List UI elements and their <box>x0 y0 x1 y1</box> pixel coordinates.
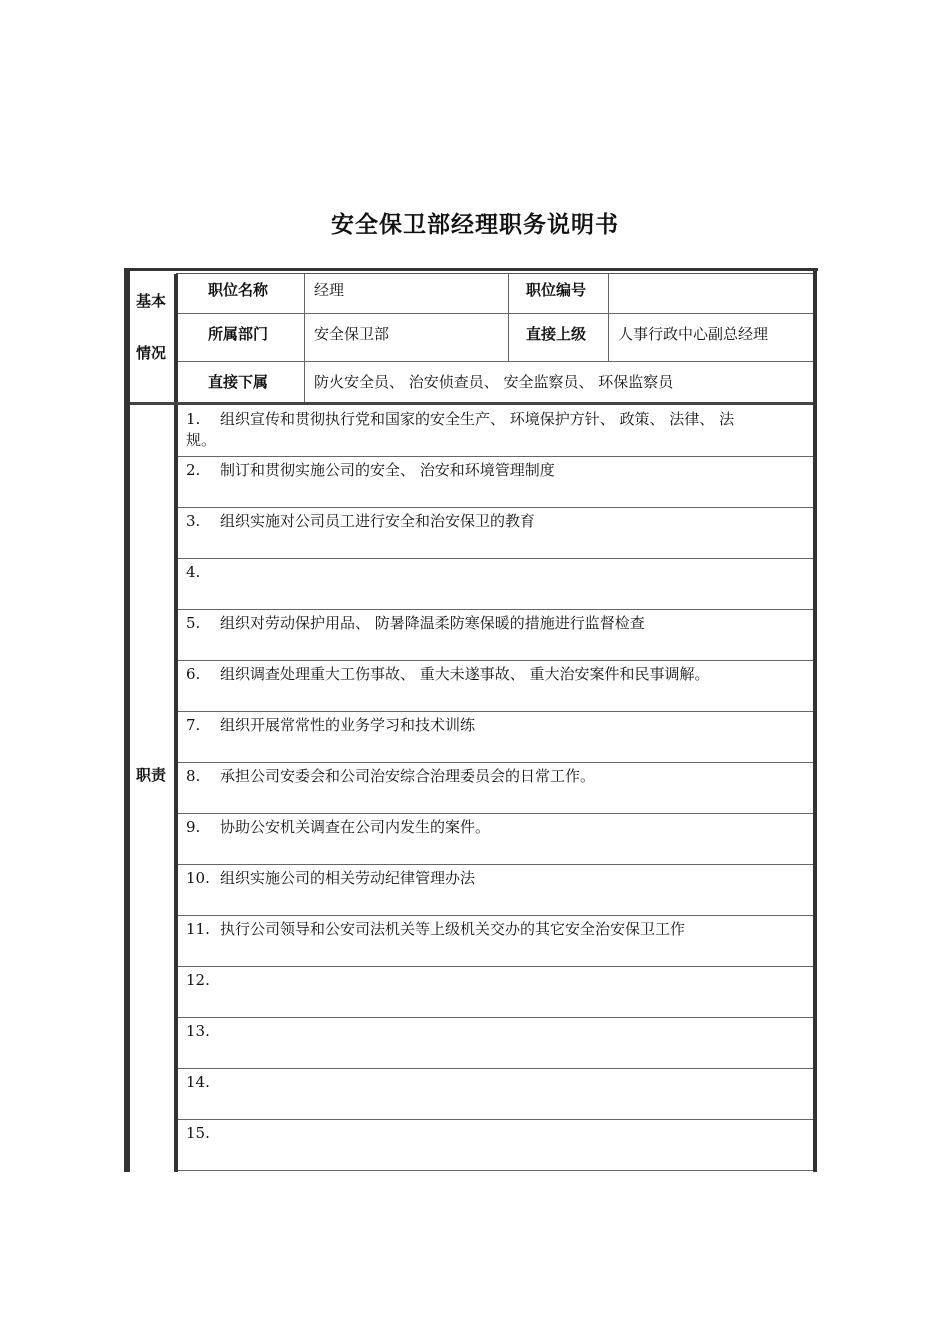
duty-text: 组织对劳动保护用品、 防暑降温柔防寒保暖的措施进行监督检查 <box>220 614 645 632</box>
duty-text: 协助公安机关调查在公司内发生的案件。 <box>220 818 491 836</box>
duty-row-divider <box>178 864 813 865</box>
basic-row-divider-2 <box>178 361 813 362</box>
duty-item <box>186 664 808 685</box>
duty-number: 14. <box>186 1073 210 1091</box>
basic-section-divider <box>174 274 178 402</box>
duty-item <box>186 511 808 532</box>
position-name-label: 职位名称 <box>208 281 269 299</box>
duty-text: 组织开展常常性的业务学习和技术训练 <box>220 716 476 734</box>
duties-section-label: 职责 <box>136 766 167 784</box>
basic-section-label-2: 情况 <box>136 344 167 362</box>
duty-row-divider <box>178 507 813 508</box>
duty-number: 9. <box>186 818 201 836</box>
duty-number: 2. <box>186 461 201 479</box>
duty-item <box>186 715 808 736</box>
duty-text-continued: 规。 <box>186 431 217 449</box>
duty-row-divider <box>178 711 813 712</box>
duty-text: 制订和贯彻实施公司的安全、 治安和环境管理制度 <box>220 461 555 479</box>
department-label: 所属部门 <box>208 325 269 343</box>
duty-number: 15. <box>186 1124 210 1142</box>
duty-item <box>186 766 808 787</box>
duty-text: 承担公司安委会和公司治安综合治理委员会的日常工作。 <box>220 767 596 785</box>
basic-section-label-1: 基本 <box>136 292 167 310</box>
superior-label: 直接上级 <box>526 325 587 343</box>
duty-number: 8. <box>186 767 201 785</box>
document-title: 安全保卫部经理职务说明书 <box>331 212 619 238</box>
duty-row-divider <box>178 1119 813 1120</box>
duty-row-divider <box>178 762 813 763</box>
duty-row-divider <box>178 966 813 967</box>
duty-number: 11. <box>186 920 210 938</box>
table-right-border <box>813 268 817 1172</box>
duties-section-divider <box>174 405 178 1172</box>
duty-number: 10. <box>186 869 210 887</box>
duty-item <box>186 1021 808 1042</box>
duty-item <box>186 868 808 889</box>
duty-item <box>186 1123 808 1144</box>
position-name-value: 经理 <box>314 281 345 299</box>
duty-row-divider <box>178 609 813 610</box>
duty-item <box>186 970 808 991</box>
superior-value: 人事行政中心副总经理 <box>618 325 769 343</box>
duty-number: 13. <box>186 1022 210 1040</box>
table-inner-top-rule <box>176 273 813 274</box>
section-separator <box>130 402 813 405</box>
basic-row-divider-1 <box>178 313 813 314</box>
duty-text: 组织实施对公司员工进行安全和治安保卫的教育 <box>220 512 536 530</box>
basic-col-divider-1 <box>304 274 305 402</box>
duty-number: 7. <box>186 716 201 734</box>
subordinates-label: 直接下属 <box>208 373 269 391</box>
duty-text: 组织宣传和贯彻执行党和国家的安全生产、 环境保护方针、 政策、 法律、 法 <box>220 410 735 428</box>
duty-item <box>186 562 808 583</box>
duty-row-divider <box>178 915 813 916</box>
duty-item <box>186 460 808 481</box>
duty-number: 1. <box>186 410 201 428</box>
duty-row-divider <box>178 1068 813 1069</box>
duty-item <box>186 613 808 634</box>
basic-col-divider-2 <box>508 274 509 361</box>
department-value: 安全保卫部 <box>314 325 390 343</box>
duty-item <box>186 817 808 838</box>
table-bottom-rule <box>178 1170 813 1171</box>
subordinates-value: 防火安全员、 治安侦查员、 安全监察员、 环保监察员 <box>314 373 674 391</box>
duty-row-divider <box>178 813 813 814</box>
duty-text: 组织实施公司的相关劳动纪律管理办法 <box>220 869 476 887</box>
duty-number: 12. <box>186 971 210 989</box>
duty-row-divider <box>178 660 813 661</box>
duty-text: 执行公司领导和公安司法机关等上级机关交办的其它安全治安保卫工作 <box>220 920 686 938</box>
position-code-label: 职位编号 <box>526 281 587 299</box>
duty-row-divider <box>178 456 813 457</box>
duty-item <box>186 919 808 940</box>
basic-col-divider-3 <box>608 274 609 361</box>
duty-row-divider <box>178 558 813 559</box>
duty-number: 3. <box>186 512 201 530</box>
duty-number: 5. <box>186 614 201 632</box>
duty-item <box>186 409 808 451</box>
duty-item <box>186 1072 808 1093</box>
duty-number: 4. <box>186 563 201 581</box>
table-top-border <box>124 268 818 271</box>
duty-text: 组织调查处理重大工伤事故、 重大未遂事故、 重大治安案件和民事调解。 <box>220 665 710 683</box>
job-description-table <box>124 268 818 1172</box>
duty-row-divider <box>178 1017 813 1018</box>
duty-number: 6. <box>186 665 201 683</box>
